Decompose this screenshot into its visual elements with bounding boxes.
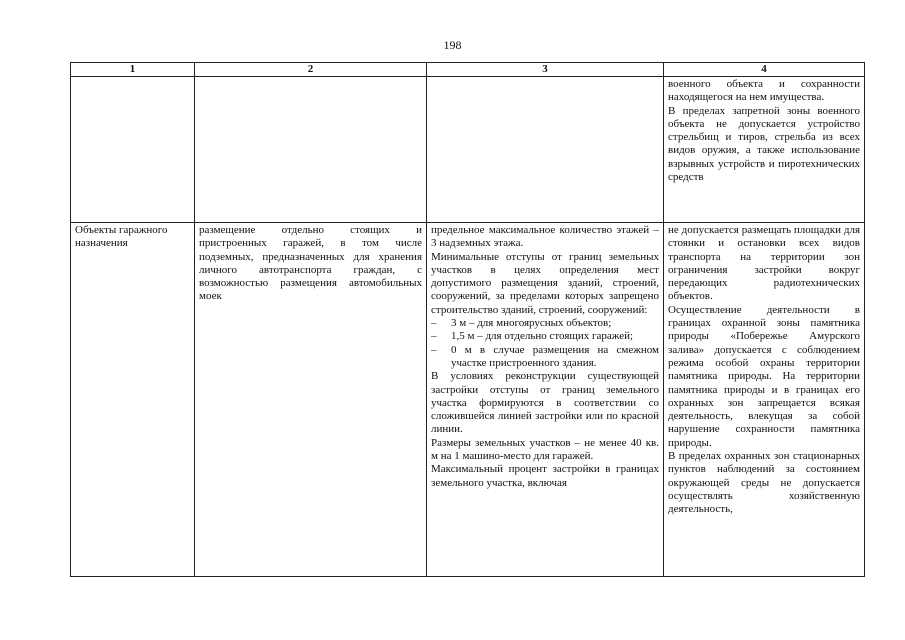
list-item: – 3 м – для многоярусных объектов; bbox=[431, 317, 659, 330]
column-header-3: 3 bbox=[427, 63, 664, 77]
list-item: – 0 м в случае размещения на смежном участке пристроенного здания. bbox=[431, 344, 659, 371]
list-item: – 1,5 м – для отдельно стоящих гаражей; bbox=[431, 330, 659, 343]
row1-col2-cell bbox=[195, 77, 427, 223]
restrictions-cell bbox=[664, 223, 865, 577]
regulations-table bbox=[70, 62, 865, 577]
column-header-1: 1 bbox=[71, 63, 195, 77]
row1-col3-cell bbox=[427, 77, 664, 223]
table-row bbox=[71, 77, 865, 223]
setback-list bbox=[431, 317, 659, 370]
parameters-text-5: Максимальный процент застройки в границах земельного участка, включая bbox=[431, 463, 659, 489]
row1-col4-cell bbox=[664, 77, 865, 223]
parameters-text-4: Размеры земельных участков – не менее 40 кв. м на 1 машино-место для гаражей. bbox=[431, 436, 659, 463]
table-header-row bbox=[71, 63, 865, 77]
parameters-text-1: предельное максимальное количество этажей – 3 надземных этажа. bbox=[431, 224, 659, 250]
row1-col4-text-1: военного объекта и сохранности находящегося на нем имущества. bbox=[668, 78, 860, 104]
restrictions-text-3: В пределах охранных зон стационарных пунктов наблюдений за состоянием окружающей среды не допускается осуществлять хозяйственную деятельность, bbox=[668, 450, 860, 516]
permitted-use-cell bbox=[195, 223, 427, 577]
parameters-text-3: В условиях реконструкции существующей застройки отступы от границ земельного участка формируются в соответствии со сложившейся линией застройки или по красной линии. bbox=[431, 370, 659, 436]
column-header-4: 4 bbox=[664, 63, 865, 77]
parameters-cell bbox=[427, 223, 664, 577]
parameters-text-2: Минимальные отступы от границ земельных участков в целях определения мест допустимого размещения зданий, строений, сооружений, за пределами которых запрещено строительство зданий, строений, сооружений: bbox=[431, 250, 659, 316]
column-header-2: 2 bbox=[195, 63, 427, 77]
page-number: 198 bbox=[443, 38, 462, 52]
object-type-text: Объекты гаражного назначения bbox=[75, 224, 168, 250]
restrictions-text-1: не допускается размещать площадки для стоянки и остановки всех видов транспорта на территории зон ограничения застройки вокруг передающих радиотехнических объектов. bbox=[668, 224, 860, 303]
table-row bbox=[71, 223, 865, 577]
row1-col1-cell bbox=[71, 77, 195, 223]
permitted-use-text: размещение отдельно стоящих и пристроенных гаражей, в том числе подземных, предназначенных для хранения личного автотранспорта граждан, с возможностью размещения автомобильных моек bbox=[199, 224, 422, 303]
object-type-cell bbox=[71, 223, 195, 577]
restrictions-text-2: Осуществление деятельности в границах охранной зоны памятника природы «Побережье Амурского залива» допускается с соблюдением режима особой охраны территории памятника природы. На территории памятника природы и в границах его охранных зон запрещается всякая деятельность, влекущая за собой нарушение сохранности памятника природы. bbox=[668, 303, 860, 449]
row1-col4-text-2: В пределах запретной зоны военного объекта не допускается устройство стрельбищ и тиров, стрельба из всех видов оружия, а также использование взрывных устройств и пиротехнических средств bbox=[668, 104, 860, 184]
